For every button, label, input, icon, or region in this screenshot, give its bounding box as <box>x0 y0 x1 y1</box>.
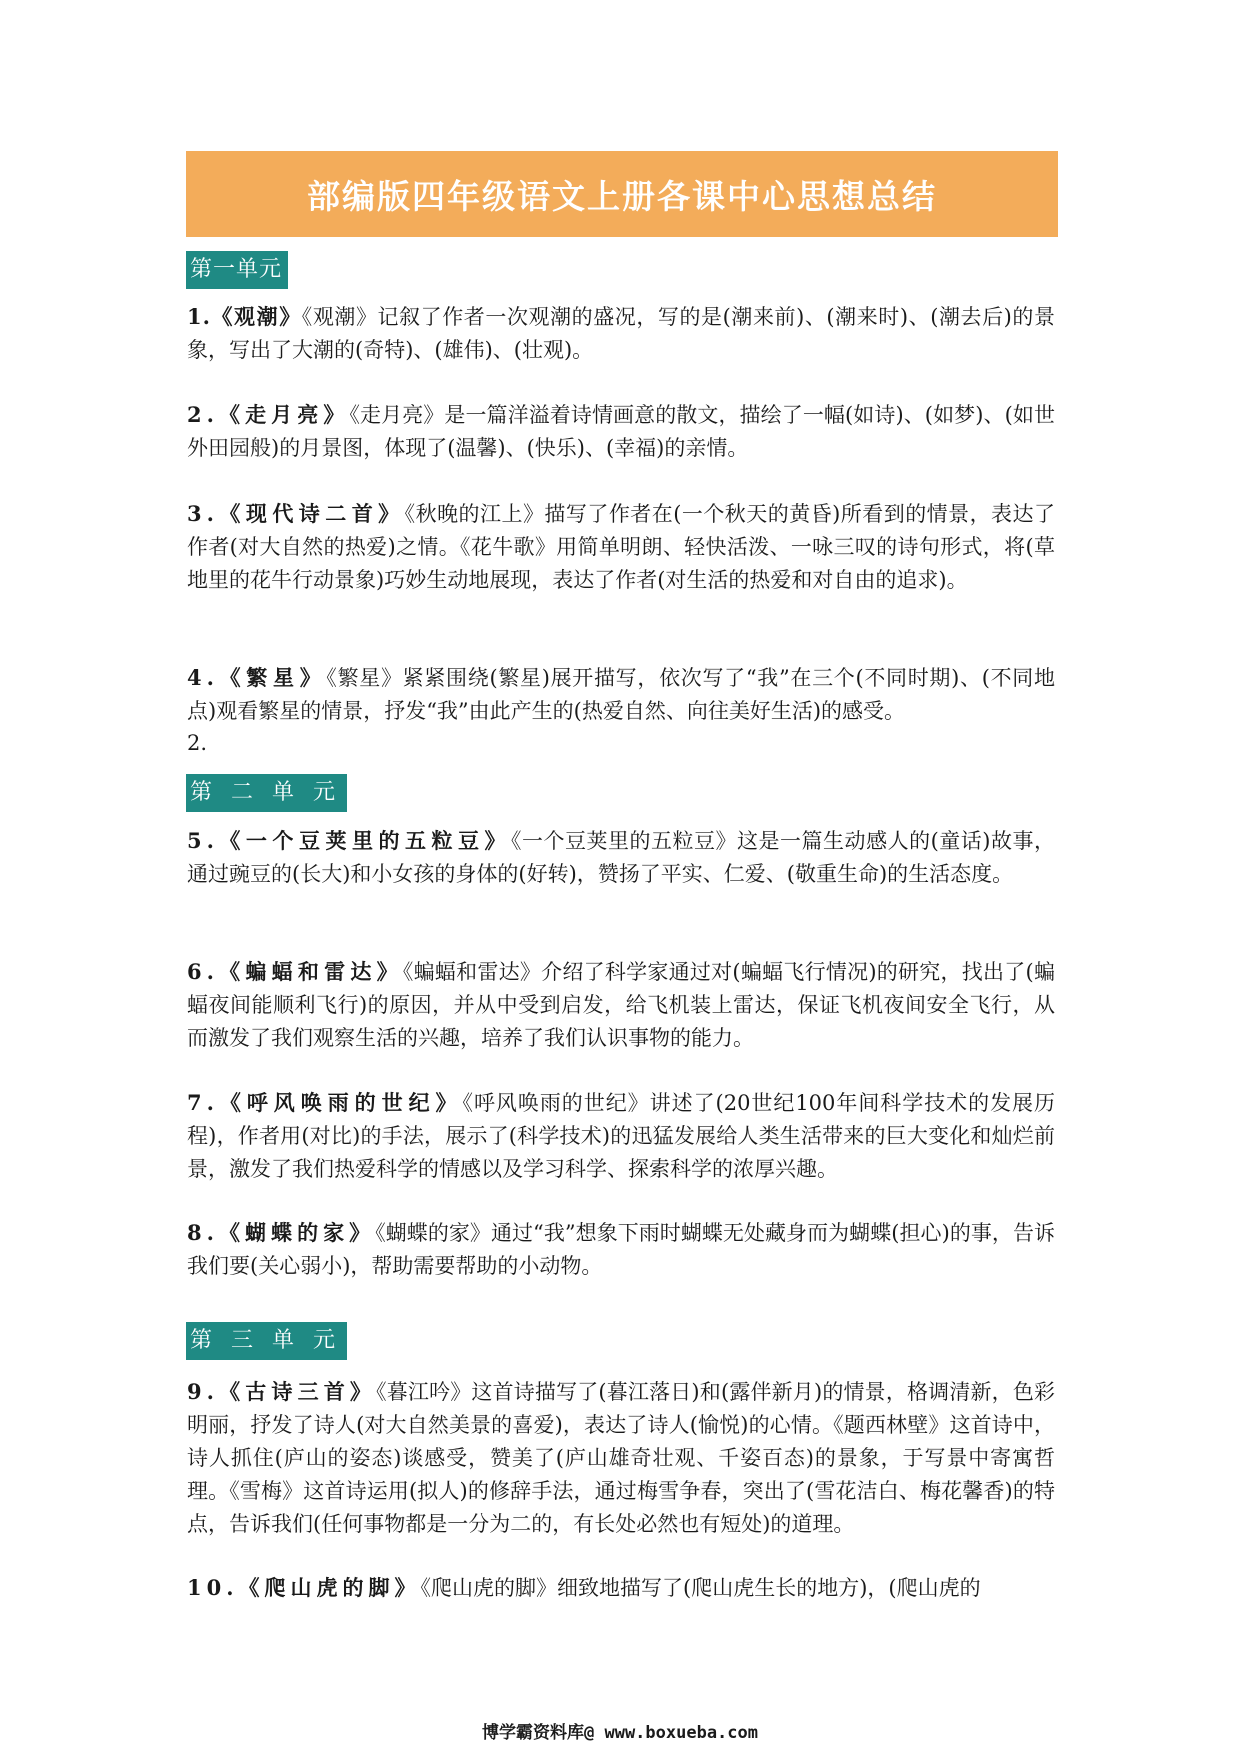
item-text: 《观潮》记叙了作者一次观潮的盛况，写的是(潮来前)、(潮来时)、(潮去后)的景象，写出了大潮的(奇特)、(雄伟)、(壮观)。 <box>187 305 1055 362</box>
item-text: 《走月亮》是一篇洋溢着诗情画意的散文，描绘了一幅(如诗)、(如梦)、(如世外田园般)的月景图，体现了(温馨)、(快乐)、(幸福)的亲情。 <box>187 403 1055 460</box>
item-3 <box>187 497 1055 597</box>
page-title: 部编版四年级语文上册各课中心思想总结 <box>307 176 937 216</box>
item-title: 6.《蝙蝠和雷达》 <box>187 959 403 984</box>
item-title: 1.《观潮》 <box>187 304 302 329</box>
item-2 <box>187 398 1055 465</box>
item-1 <box>187 300 1055 367</box>
unit-heading-1: 第一单元 <box>186 251 288 289</box>
item-text: 《暮江吟》这首诗描写了(暮江落日)和(露伴新月)的情景，格调清新，色彩明丽，抒发了诗人(对大自然美景的喜爱)，表达了诗人(愉悦)的心情。《题西林壁》这首诗中，诗人抓住(庐山的姿态)谈感受，赞美了(庐山雄奇壮观、千姿百态)的景象，于写景中寄寓哲理。《雪梅》这首诗运用(拟人)的修辞手法，通过梅雪争春，突出了(雪花洁白、梅花馨香)的特点，告诉我们(任何事物都是一分为二的，有长处必然也有短处)的道理。 <box>187 1380 1055 1536</box>
item-9 <box>187 1375 1055 1541</box>
item-text: 《爬山虎的脚》细致地描写了(爬山虎生长的地方)，(爬山虎的 <box>420 1576 981 1600</box>
item-5 <box>187 824 1055 891</box>
item-text: 《蝙蝠和雷达》介绍了科学家通过对(蝙蝠飞行情况)的研究，找出了(蝙蝠夜间能顺利飞行)的原因，并从中受到启发，给飞机装上雷达，保证飞机夜间安全飞行，从而激发了我们观察生活的兴趣，培养了我们认识事物的能力。 <box>187 960 1055 1050</box>
item-title: 4.《繁星》 <box>187 665 327 690</box>
item-4 <box>187 661 1055 728</box>
item-title: 10.《爬山虎的脚》 <box>187 1575 421 1600</box>
item-7 <box>187 1086 1055 1186</box>
item-title: 7.《呼风唤雨的世纪》 <box>187 1090 463 1115</box>
item-10 <box>187 1571 1055 1605</box>
item-title: 9.《古诗三首》 <box>187 1379 377 1404</box>
unit-heading-2: 第 二 单 元 <box>186 774 347 812</box>
unit-heading-3: 第 三 单 元 <box>186 1322 347 1360</box>
item-8 <box>187 1216 1055 1283</box>
item-title: 3.《现代诗二首》 <box>187 501 405 526</box>
item-text: 《秋晚的江上》描写了作者在(一个秋天的黄昏)所看到的情景，表达了作者(对大自然的热爱)之情。《花牛歌》用简单明朗、轻快活泼、一咏三叹的诗句形式，将(草地里的花牛行动景象)巧妙生动地展现，表达了作者(对生活的热爱和对自由的追求)。 <box>187 502 1055 592</box>
item-title: 2.《走月亮》 <box>187 402 350 427</box>
item-text: 《繁星》紧紧围绕(繁星)展开描写，依次写了“我”在三个(不同时期)、(不同地点)观看繁星的情景，抒发“我”由此产生的(热爱自然、向往美好生活)的感受。 <box>187 666 1055 723</box>
item-text: 《蝴蝶的家》通过“我”想象下雨时蝴蝶无处藏身而为蝴蝶(担心)的事，告诉我们要(关心弱小)，帮助需要帮助的小动物。 <box>187 1221 1055 1278</box>
stray-text: 2. <box>187 731 208 755</box>
item-text: 《呼风唤雨的世纪》讲述了(20世纪100年间科学技术的发展历程)，作者用(对比)的手法，展示了(科学技术)的迅猛发展给人类生活带来的巨大变化和灿烂前景，激发了我们热爱科学的情感以及学习科学、探索科学的浓厚兴趣。 <box>187 1091 1055 1181</box>
item-text: 《一个豆荚里的五粒豆》这是一篇生动感人的(童话)故事，通过豌豆的(长大)和小女孩的身体的(好转)，赞扬了平实、仁爱、(敬重生命)的生活态度。 <box>187 829 1055 886</box>
item-title: 8.《蝴蝶的家》 <box>187 1220 376 1245</box>
item-title: 5.《一个豆荚里的五粒豆》 <box>187 828 511 853</box>
footer-watermark: 博学霸资料库@ www.boxueba.com <box>482 1723 758 1743</box>
item-6 <box>187 955 1055 1055</box>
title-banner <box>186 151 1058 237</box>
